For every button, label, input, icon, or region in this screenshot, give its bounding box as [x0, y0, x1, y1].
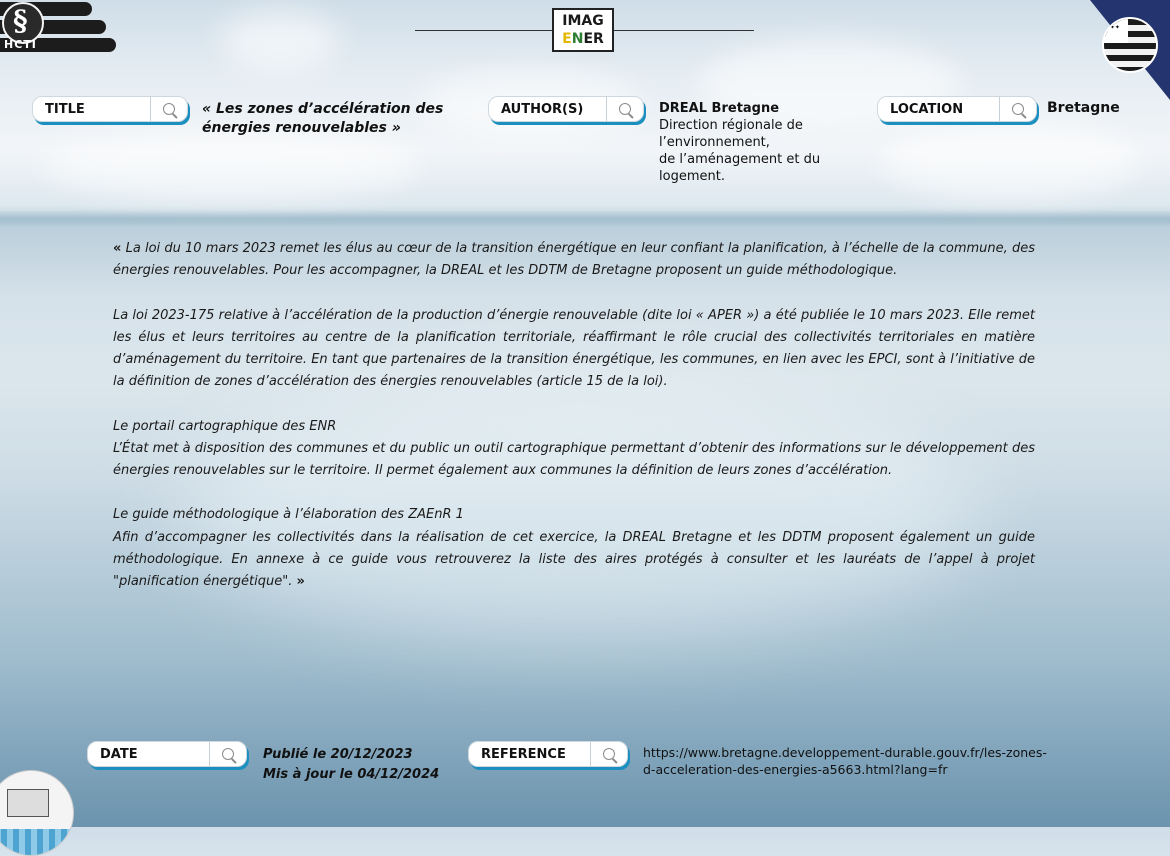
divider-line — [415, 30, 552, 31]
logo-line-1: IMAG — [562, 13, 604, 29]
imagener-logo — [552, 8, 614, 52]
date-search-button[interactable] — [209, 742, 246, 766]
cloud — [40, 130, 420, 200]
updated-date: Mis à jour le 04/12/2024 — [263, 767, 440, 782]
logo-line-2: ENER — [562, 31, 604, 47]
location-value: Bretagne — [1047, 100, 1120, 116]
reference-field-label[interactable]: REFERENCE — [468, 741, 628, 767]
cloud — [880, 120, 1140, 200]
search-icon — [1012, 103, 1024, 115]
author-line: Direction régionale de — [659, 118, 803, 133]
search-icon — [163, 103, 175, 115]
description-text — [113, 238, 1035, 615]
reference-search-button[interactable] — [590, 742, 627, 766]
author-line: l’environnement, — [659, 135, 770, 150]
authors-search-button[interactable] — [606, 97, 643, 121]
location-search-button[interactable] — [999, 97, 1036, 121]
reference-link[interactable]: https://www.bretagne.developpement-durable.gouv.fr/les-zones- d-acceleration-des-energies-a5663.html?lang=fr — [643, 745, 1047, 777]
paragraph-2: La loi 2023-175 relative à l’accélération de la production d’énergie renouvelable (dite loi « APER ») a été publiée le 10 mars 2023. Elle remet les élus et leurs territoires au centre de la planification territoriale, réaffirmant le rôle crucial des collectivités territoriales en matière d’aménagement du territoire. En tant que partenaires de la transition énergétique, les communes, en lien avec les EPCI, sont à l’initiative de la définition de zones d’accélération des énergies renouvelables (article 15 de la loi). — [113, 307, 1035, 390]
paragraph-3-title: Le portail cartographique des ENR — [113, 418, 337, 434]
house-drawing — [7, 789, 49, 817]
paragraph-4-title: Le guide méthodologique à l’élaboration des ZAEnR 1 — [113, 507, 464, 523]
paragraph-1: « La loi du 10 mars 2023 remet les élus au cœur de la transition énergétique en leur confiant la planification, à l’échelle de la commune, des énergies renouvelables. Pour les accompagner, la DREAL et les DDTM de Bretagne proposent un guide méthodologique. — [113, 241, 1035, 279]
date-value — [263, 745, 439, 785]
published-date: Publié le 20/12/2023 — [263, 747, 413, 762]
title-field-label[interactable]: TITLE — [32, 96, 188, 122]
author-line: logement. — [659, 169, 725, 184]
search-icon — [619, 103, 631, 115]
search-icon — [603, 748, 615, 760]
author-line: de l’aménagement et du — [659, 152, 821, 167]
sea-pattern — [0, 829, 73, 855]
divider-line — [614, 30, 754, 31]
coastal-village-image — [0, 770, 74, 856]
search-icon — [222, 748, 234, 760]
title-search-button[interactable] — [150, 97, 187, 121]
breton-flag-icon — [1102, 17, 1158, 73]
hcti-logo — [0, 0, 118, 58]
paragraph-4: Le guide méthodologique à l’élaboration des ZAEnR 1 Afin d’accompagner les collectivités dans la réalisation de cet exercice, la DREAL Bretagne et les DDTM proposent également un guide méthodologique. En annexe à ce guide vous retrouverez la liste des aires protégés à consulter et les lauréats de l’appel à projet "planification énergétique". » — [113, 507, 1035, 589]
close-quote: » — [296, 574, 305, 589]
title-value: « Les zones d’accélération des énergies renouvelables » — [202, 101, 444, 136]
authors-value — [659, 100, 859, 185]
paragraph-3: Le portail cartographique des ENR L’État met à disposition des communes et du public un outil cartographique permettant d’obtenir des informations sur le développement des énergies renouvelables sur le territoire. Il permet également aux communes la définition de leurs zones d’accélération. — [113, 418, 1035, 478]
hcti-logo-text: HCTI — [4, 38, 37, 51]
open-quote: « — [113, 241, 122, 256]
author-name: DREAL Bretagne — [659, 101, 780, 116]
authors-field-label[interactable]: AUTHOR(S) — [488, 96, 644, 122]
location-field-label[interactable]: LOCATION — [877, 96, 1037, 122]
date-field-label[interactable]: DATE — [87, 741, 247, 767]
cloud — [220, 10, 340, 70]
horizon — [0, 210, 1170, 228]
